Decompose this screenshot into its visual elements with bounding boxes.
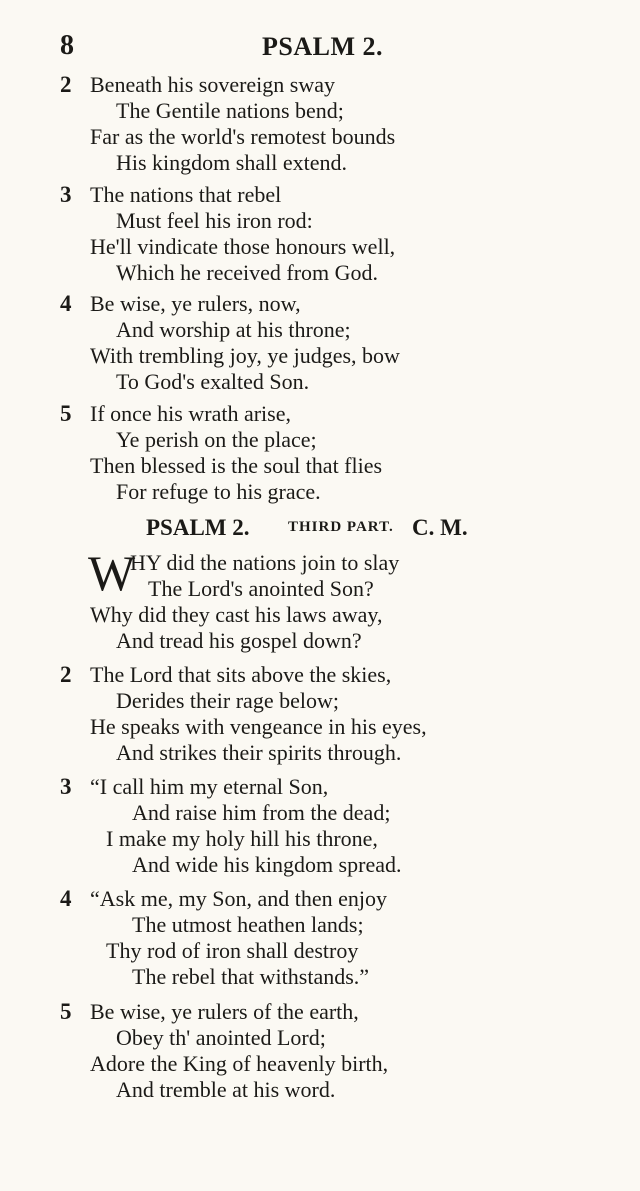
verse-line: Beneath his sovereign sway bbox=[90, 72, 335, 97]
section-heading bbox=[0, 515, 640, 545]
stanza-number: 4 bbox=[60, 291, 72, 316]
verse-line: Must feel his iron rod: bbox=[116, 208, 313, 233]
verse-line: And raise him from the dead; bbox=[132, 800, 391, 825]
verse-line: I make my holy hill his throne, bbox=[106, 826, 378, 851]
stanza-number: 2 bbox=[60, 72, 72, 97]
verse-line: And strikes their spirits through. bbox=[116, 740, 402, 765]
verse-line: Which he received from God. bbox=[116, 260, 379, 285]
verse-line: He'll vindicate those honours well, bbox=[90, 234, 396, 259]
verse-line: Why did they cast his laws away, bbox=[90, 602, 383, 627]
verse-line: Be wise, ye rulers, now, bbox=[90, 291, 301, 316]
verse-line: For refuge to his grace. bbox=[116, 479, 321, 504]
stanza-number: 3 bbox=[60, 182, 72, 207]
stanza-number: 3 bbox=[60, 774, 72, 799]
verse-line: Derides their rage below; bbox=[116, 688, 339, 713]
verse-line: And tremble at his word. bbox=[116, 1077, 336, 1102]
verse-line: And wide his kingdom spread. bbox=[132, 852, 402, 877]
verse-line: If once his wrath arise, bbox=[90, 401, 291, 426]
verse-line: “Ask me, my Son, and then enjoy bbox=[90, 886, 387, 911]
stanza-number: 4 bbox=[60, 886, 72, 911]
stanza-number: 5 bbox=[60, 999, 72, 1024]
verse-line: The nations that rebel bbox=[90, 182, 282, 207]
verse-line: With trembling joy, ye judges, bow bbox=[90, 343, 400, 368]
verse-line: Thy rod of iron shall destroy bbox=[106, 938, 359, 963]
verse-line: To God's exalted Son. bbox=[116, 369, 310, 394]
verse-line: Then blessed is the soul that flies bbox=[90, 453, 383, 478]
stanza-number: 5 bbox=[60, 401, 72, 426]
verse-line: The Lord's anointed Son? bbox=[148, 576, 374, 601]
section-part-label: THIRD PART. bbox=[288, 519, 394, 535]
verse-line: He speaks with vengeance in his eyes, bbox=[90, 714, 427, 739]
verse-line: The Lord that sits above the skies, bbox=[90, 662, 392, 687]
verse-line: Adore the King of heavenly birth, bbox=[90, 1051, 389, 1076]
verse-line: Be wise, ye rulers of the earth, bbox=[90, 999, 359, 1024]
section-meter: C. M. bbox=[412, 515, 468, 540]
verse-line: Far as the world's remotest bounds bbox=[90, 124, 396, 149]
verse-line: “I call him my eternal Son, bbox=[90, 774, 329, 799]
verse-line: And tread his gospel down? bbox=[116, 628, 362, 653]
verse-line: His kingdom shall extend. bbox=[116, 150, 347, 175]
verse-line: Obey th' anointed Lord; bbox=[116, 1025, 326, 1050]
page-header bbox=[0, 30, 640, 70]
verse-line: And worship at his throne; bbox=[116, 317, 351, 342]
running-title: PSALM 2. bbox=[262, 32, 383, 61]
verse-line: Ye perish on the place; bbox=[116, 427, 317, 452]
section-psalm-title: PSALM 2. bbox=[146, 515, 250, 540]
verse-line: The Gentile nations bend; bbox=[116, 98, 344, 123]
verse-line: The rebel that withstands.” bbox=[132, 964, 370, 989]
verse-line: HY did the nations join to slay bbox=[130, 550, 400, 575]
page-number: 8 bbox=[60, 30, 74, 61]
verse-line: The utmost heathen lands; bbox=[132, 912, 364, 937]
stanza-number: 2 bbox=[60, 662, 72, 687]
drop-cap: W bbox=[88, 545, 136, 601]
